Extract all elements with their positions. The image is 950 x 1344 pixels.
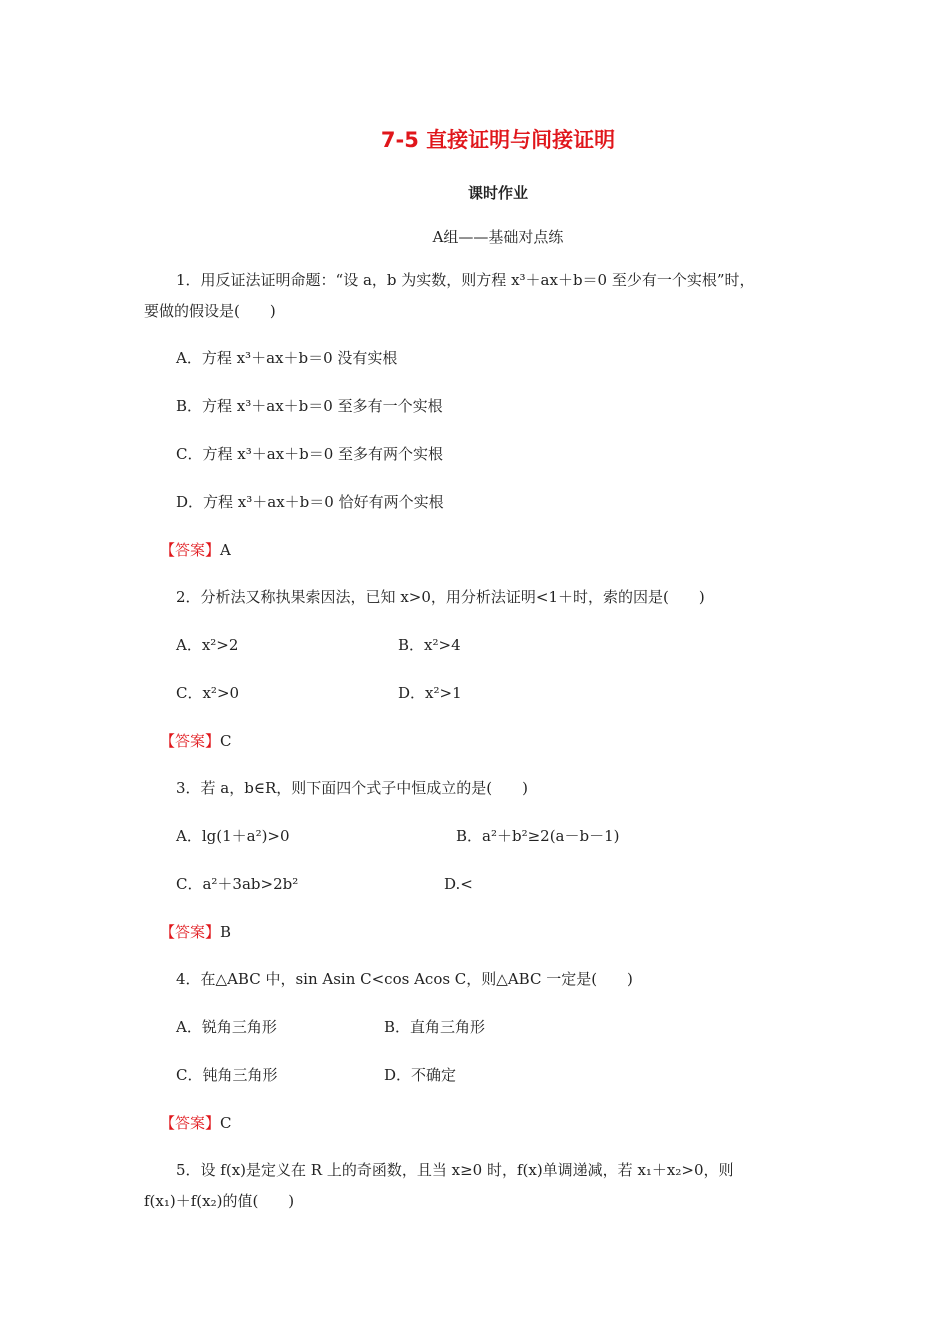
- question-1-option-b: B．方程 x³＋ax＋b＝0 至多有一个实根: [176, 397, 443, 415]
- answer-value: C: [220, 1114, 232, 1132]
- question-2-option-a: A．x²>2: [176, 636, 239, 654]
- question-5-stem-line1: 5．设 f(x)是定义在 R 上的奇函数，且当 x≥0 时，f(x)单调递减，若 x₁＋x₂>0，则: [176, 1161, 734, 1179]
- question-1-option-c: C．方程 x³＋ax＋b＝0 至多有两个实根: [176, 445, 444, 463]
- question-4-answer: [160, 1113, 232, 1133]
- question-3-option-b: B．a²＋b²≥2(a－b－1): [456, 827, 620, 845]
- question-3-option-c: C．a²＋3ab>2b²: [176, 875, 299, 893]
- question-2-answer: [160, 731, 232, 751]
- question-1-option-a: A．方程 x³＋ax＋b＝0 没有实根: [176, 349, 398, 367]
- question-4-option-a: A．锐角三角形: [176, 1018, 277, 1036]
- answer-value: B: [220, 923, 232, 941]
- answer-tag: 【答案】: [160, 923, 221, 941]
- answer-value: A: [220, 541, 231, 559]
- question-2-stem-line1: 2．分析法又称执果索因法，已知 x>0，用分析法证明<1＋时，索的因是( ): [176, 588, 705, 606]
- question-2-option-c: C．x²>0: [176, 684, 240, 702]
- page-subtitle: 课时作业: [467, 184, 528, 202]
- section-heading: A组——基础对点练: [432, 228, 564, 246]
- question-1-answer: [160, 540, 231, 560]
- page-title: 7-5 直接证明与间接证明: [380, 128, 616, 152]
- question-1-stem-line2: 要做的假设是( ): [144, 302, 276, 320]
- question-3-stem-line1: 3．若 a，b∈R，则下面四个式子中恒成立的是( ): [176, 779, 528, 797]
- question-4-stem-line1: 4．在△ABC 中，sin Asin C<cos Acos C，则△ABC 一定是( ): [176, 970, 633, 988]
- question-4-option-c: C．钝角三角形: [176, 1066, 278, 1084]
- answer-tag: 【答案】: [160, 1114, 221, 1132]
- answer-value: C: [220, 732, 232, 750]
- question-4-option-b: B．直角三角形: [384, 1018, 486, 1036]
- question-5-stem-line2: f(x₁)＋f(x₂)的值( ): [144, 1192, 295, 1210]
- question-1-stem-line1: 1．用反证法证明命题：“设 a，b 为实数，则方程 x³＋ax＋b＝0 至少有一个实根”时，: [176, 271, 755, 289]
- question-3-option-a: A．lg(1＋a²)>0: [176, 827, 290, 845]
- question-3-answer: [160, 922, 231, 942]
- answer-tag: 【答案】: [160, 732, 221, 750]
- question-1-option-d: D．方程 x³＋ax＋b＝0 恰好有两个实根: [176, 493, 444, 511]
- answer-tag: 【答案】: [160, 541, 221, 559]
- question-2-option-b: B．x²>4: [398, 636, 461, 654]
- question-3-option-d: D.<: [444, 875, 473, 893]
- question-2-option-d: D．x²>1: [398, 684, 462, 702]
- question-4-option-d: D．不确定: [384, 1066, 457, 1084]
